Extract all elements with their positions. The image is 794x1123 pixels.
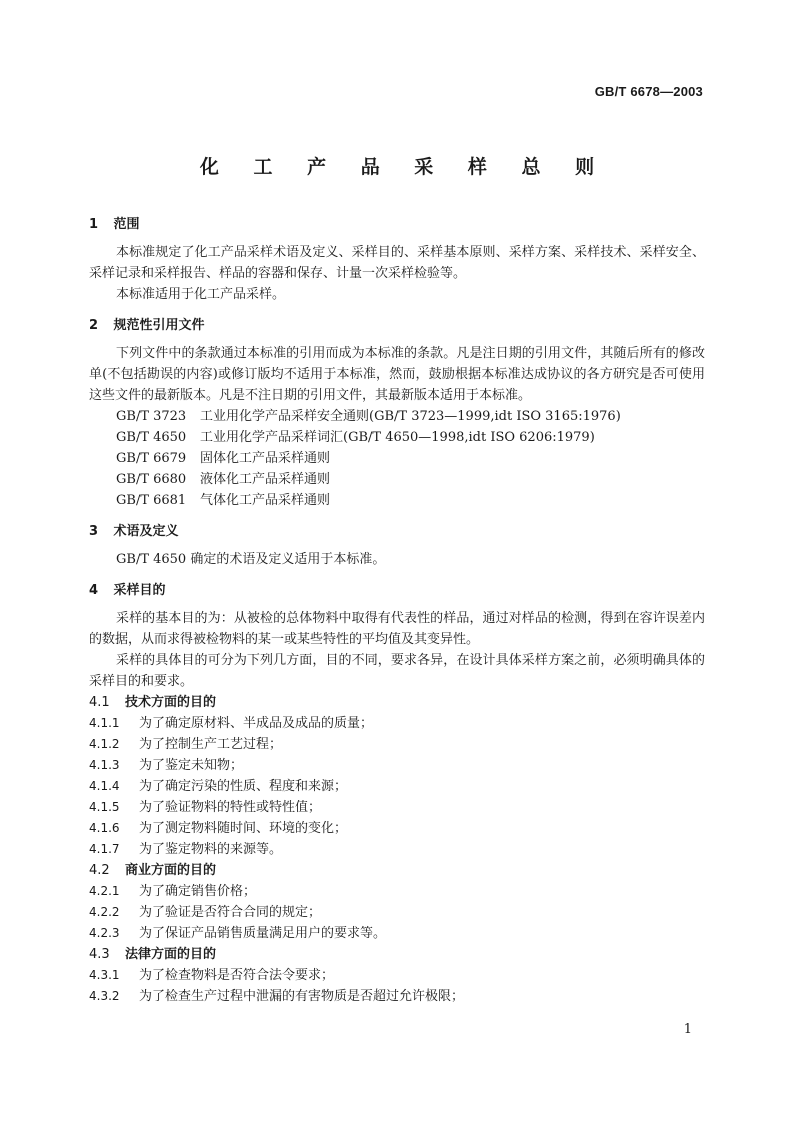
reference-code: GB/T 3723: [116, 409, 187, 424]
section-number: 1: [89, 217, 99, 232]
clause-item: [89, 713, 705, 734]
paragraph: 本标准规定了化工产品采样术语及定义、采样目的、采样基本原则、采样方案、采样技术、采样安全、采样记录和采样报告、样品的容器和保存、计量一次采样检验等。: [89, 245, 705, 281]
subsection-number: 4.3: [89, 947, 110, 962]
clause-item: [89, 818, 705, 839]
document-title: 化 工 产 品 采 样 总 则: [199, 156, 609, 178]
section-title: 规范性引用文件: [113, 318, 205, 333]
document-body: [89, 214, 705, 1007]
reference-code: GB/T 6679: [116, 451, 187, 466]
clause-number: 4.1.3: [89, 758, 120, 772]
paragraph: 采样的基本目的为：从被检的总体物料中取得有代表性的样品，通过对样品的检测，得到在容许误差内的数据，从而求得被检物料的某一或某些特性的平均值及其变异性。: [89, 611, 705, 647]
clause-number: 4.2.3: [89, 926, 120, 940]
clause-text: 为了控制生产工艺过程；: [139, 737, 283, 752]
subsection-heading-4-2: [89, 860, 705, 881]
reference-text: 固体化工产品采样通则: [200, 451, 331, 466]
standard-number: GB/T 6678—2003: [594, 84, 703, 99]
subsection-title: 技术方面的目的: [125, 695, 217, 710]
clause-text: 为了确定销售价格；: [139, 884, 257, 899]
clause-text: 为了鉴定物料的来源等。: [139, 842, 283, 857]
reference-text: 液体化工产品采样通则: [200, 472, 331, 487]
clause-item: [89, 797, 705, 818]
clause-item: [89, 965, 705, 986]
section-heading-1: [89, 214, 705, 235]
section-title: 采样目的: [113, 583, 166, 598]
clause-text: 为了保证产品销售质量满足用户的要求等。: [139, 926, 387, 941]
clause-item: [89, 881, 705, 902]
reference-item: [89, 406, 705, 427]
paragraph: 本标准适用于化工产品采样。: [116, 287, 286, 302]
clause-number: 4.1.1: [89, 716, 120, 730]
reference-text: 工业用化学产品采样安全通则(GB/T 3723—1999,idt ISO 3165:1976): [200, 409, 621, 424]
clause-text: 为了测定物料随时间、环境的变化；: [139, 821, 348, 836]
clause-item: [89, 734, 705, 755]
clause-text: 为了验证是否符合合同的规定；: [139, 905, 322, 920]
section-title: 范围: [113, 217, 140, 232]
subsection-title: 法律方面的目的: [125, 947, 217, 962]
clause-number: 4.3.1: [89, 968, 120, 982]
clause-number: 4.1.7: [89, 842, 120, 856]
clause-text: 为了检查物料是否符合法令要求；: [139, 968, 335, 983]
section-number: 4: [89, 583, 99, 598]
clause-number: 4.2.1: [89, 884, 120, 898]
page-number: 1: [683, 1022, 692, 1037]
clause-number: 4.1.4: [89, 779, 120, 793]
reference-text: 工业用化学产品采样词汇(GB/T 4650—1998,idt ISO 6206:1979): [200, 430, 595, 445]
subsection-title: 商业方面的目的: [125, 863, 217, 878]
clause-text: 为了确定原材料、半成品及成品的质量；: [139, 716, 374, 731]
reference-text: 气体化工产品采样通则: [200, 493, 331, 508]
paragraph: 下列文件中的条款通过本标准的引用而成为本标准的条款。凡是注日期的引用文件，其随后所有的修改单(不包括勘误的内容)或修订版均不适用于本标准，然而，鼓励根据本标准达成协议的各方研究是否可使用这些文件的最新版本。凡是不注日期的引用文件，其最新版本适用于本标准。: [89, 346, 705, 403]
paragraph: 采样的具体目的可分为下列几方面，目的不同，要求各异，在设计具体采样方案之前，必须明确具体的采样目的和要求。: [89, 653, 705, 689]
section-number: 3: [89, 524, 99, 539]
clause-number: 4.3.2: [89, 989, 120, 1003]
clause-number: 4.1.2: [89, 737, 120, 751]
section-heading-4: [89, 580, 705, 601]
reference-item: [89, 469, 705, 490]
reference-code: GB/T 6681: [116, 493, 187, 508]
reference-code: GB/T 6680: [116, 472, 187, 487]
reference-item: [89, 490, 705, 511]
subsection-number: 4.1: [89, 695, 110, 710]
section-number: 2: [89, 318, 99, 333]
clause-text: 为了验证物料的特性或特性值；: [139, 800, 322, 815]
subsection-heading-4-3: [89, 944, 705, 965]
reference-item: [89, 427, 705, 448]
section-heading-2: [89, 315, 705, 336]
clause-number: 4.1.6: [89, 821, 120, 835]
clause-item: [89, 776, 705, 797]
clause-item: [89, 839, 705, 860]
paragraph: GB/T 4650 确定的术语及定义适用于本标准。: [116, 552, 386, 567]
clause-text: 为了鉴定未知物；: [139, 758, 244, 773]
reference-item: [89, 448, 705, 469]
subsection-heading-4-1: [89, 692, 705, 713]
clause-text: 为了确定污染的性质、程度和来源；: [139, 779, 348, 794]
clause-item: [89, 902, 705, 923]
clause-number: 4.2.2: [89, 905, 120, 919]
clause-item: [89, 755, 705, 776]
subsection-number: 4.2: [89, 863, 110, 878]
clause-text: 为了检查生产过程中泄漏的有害物质是否超过允许极限；: [139, 989, 465, 1004]
clause-item: [89, 986, 705, 1007]
section-heading-3: [89, 521, 705, 542]
reference-code: GB/T 4650: [116, 430, 187, 445]
clause-item: [89, 923, 705, 944]
section-title: 术语及定义: [113, 524, 179, 539]
clause-number: 4.1.5: [89, 800, 120, 814]
